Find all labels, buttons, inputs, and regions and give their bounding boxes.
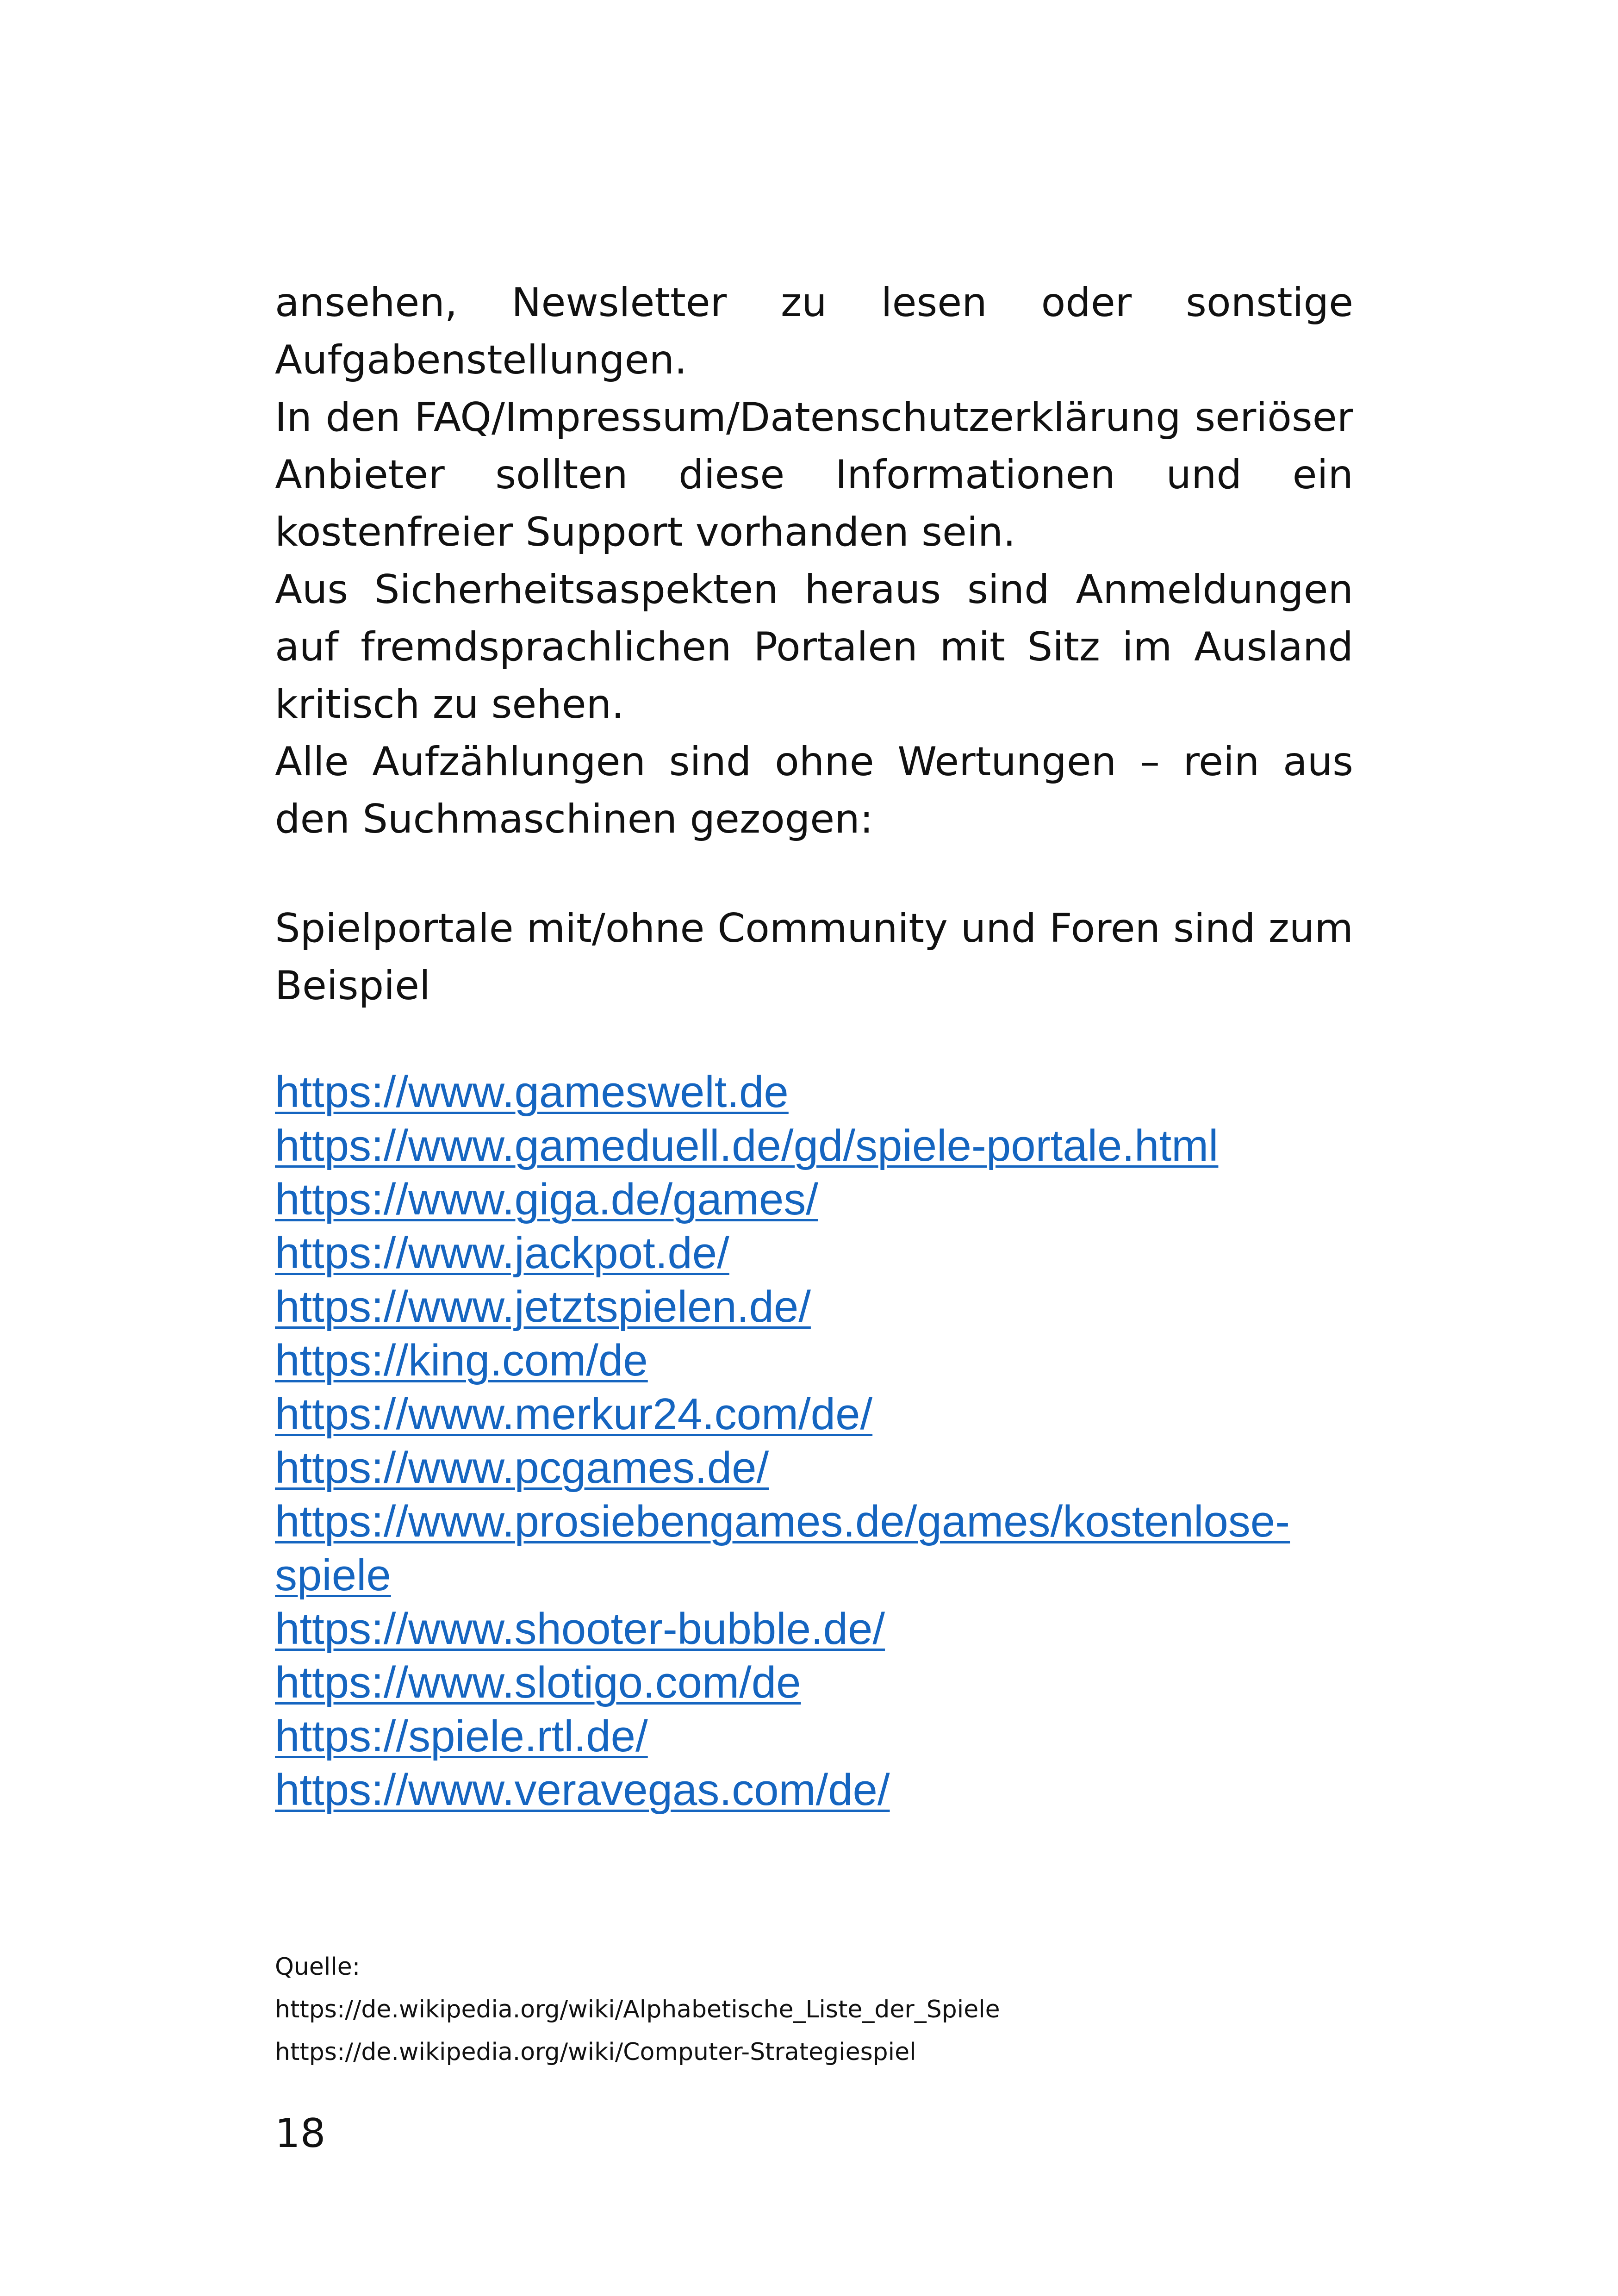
list-item (275, 1710, 1353, 1763)
link-jackpot[interactable]: https://www.jackpot.de/ (275, 1228, 729, 1278)
list-item (275, 1656, 1353, 1710)
paragraph-faq-impressum: In den FAQ/Impressum/Datenschutzerklärung seriöser Anbieter sollten diese Informationen und ein kostenfreier Support vorhanden sein. (275, 394, 1353, 555)
section-heading-game-portals: Spielportale mit/ohne Community und Foren sind zum Beispiel (275, 905, 1353, 1009)
source-url: https://de.wikipedia.org/wiki/Alphabetische_Liste_der_Spiele (275, 1996, 1000, 2023)
link-veravegas[interactable]: https://www.veravegas.com/de/ (275, 1765, 890, 1815)
link-giga[interactable]: https://www.giga.de/games/ (275, 1175, 818, 1224)
list-item (275, 1495, 1353, 1602)
list-item (275, 1065, 1353, 1119)
link-shooter-bubble[interactable]: https://www.shooter-bubble.de/ (275, 1604, 885, 1654)
list-item (275, 1280, 1353, 1334)
link-merkur24[interactable]: https://www.merkur24.com/de/ (275, 1389, 873, 1439)
list-item (275, 1388, 1353, 1441)
link-gameduell[interactable]: https://www.gameduell.de/gd/spiele-portale.html (275, 1121, 1219, 1170)
link-jetztspielen[interactable]: https://www.jetztspielen.de/ (275, 1282, 811, 1332)
list-item (275, 1119, 1353, 1173)
link-king[interactable]: https://king.com/de (275, 1336, 648, 1385)
game-portal-link-list (275, 1065, 1353, 1817)
link-prosiebengames[interactable]: https://www.prosiebengames.de/games/kostenlose-spiele (275, 1497, 1290, 1600)
list-item (275, 1226, 1353, 1280)
list-item (275, 1173, 1353, 1226)
link-gameswelt[interactable]: https://www.gameswelt.de (275, 1067, 789, 1117)
link-pcgames[interactable]: https://www.pcgames.de/ (275, 1443, 769, 1493)
body-text (275, 274, 1353, 848)
paragraph-enumeration-note: Alle Aufzählungen sind ohne Wertungen – rein aus den Suchmaschinen gezogen: (275, 739, 1353, 842)
list-item (275, 1334, 1353, 1388)
list-item (275, 1602, 1353, 1656)
link-spiele-rtl[interactable]: https://spiele.rtl.de/ (275, 1711, 648, 1761)
paragraph-security-note: Aus Sicherheitsaspekten heraus sind Anmeldungen auf fremdsprachlichen Portalen mit Sitz im Ausland kritisch zu sehen. (275, 566, 1353, 728)
paragraph-intro-continued: ansehen, Newsletter zu lesen oder sonstige Aufgabenstellungen. (275, 280, 1353, 383)
list-item (275, 1763, 1353, 1817)
source-footnote (275, 1946, 1353, 2073)
page-number: 18 (275, 2110, 326, 2157)
source-url: https://de.wikipedia.org/wiki/Computer-Strategiespiel (275, 2038, 916, 2066)
source-label: Quelle: (275, 1953, 361, 1981)
link-slotigo[interactable]: https://www.slotigo.com/de (275, 1658, 801, 1707)
list-item (275, 1441, 1353, 1495)
